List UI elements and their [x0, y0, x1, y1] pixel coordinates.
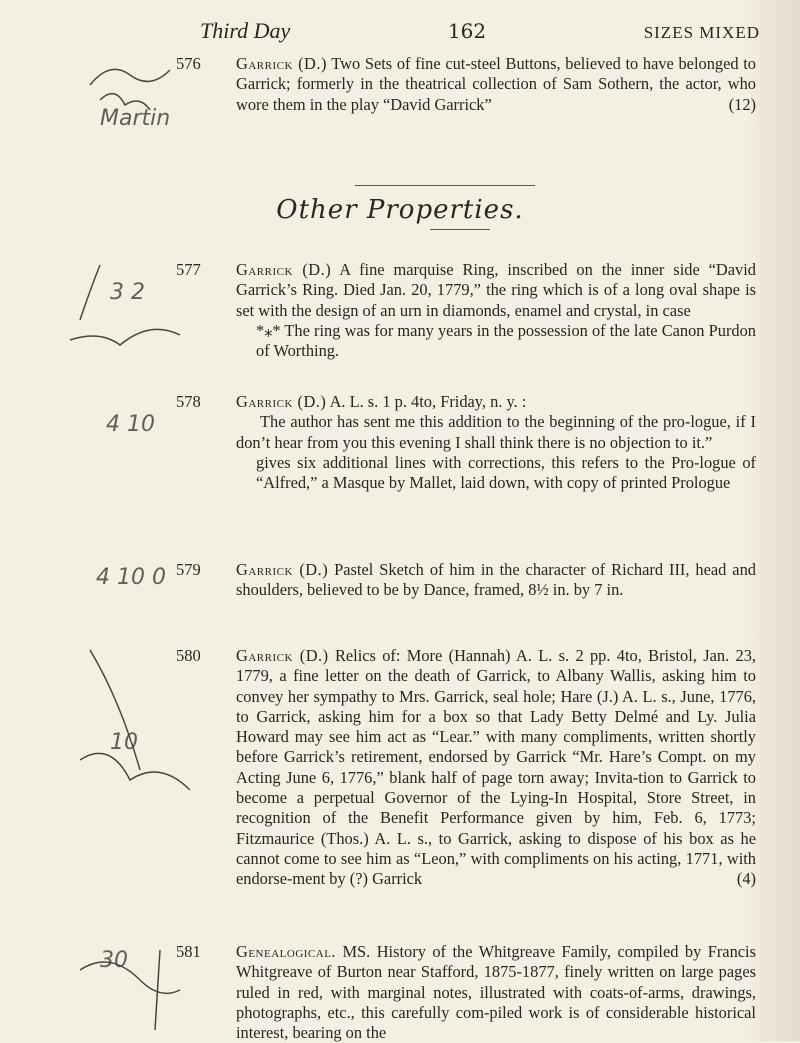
- category-label: SIZES MIXED: [643, 23, 760, 42]
- page-header: [200, 18, 760, 44]
- lot-text: A. L. s. 1 p. 4to, Friday, n. y. :: [329, 392, 527, 411]
- lot-name: Garrick (D.): [236, 54, 327, 73]
- lot-text: Two Sets of fine cut-steel Buttons, believed to have belonged to Garrick; formerly in the theatrical collection of Sam Sothern, the actor, who wore them in the play “David Garrick”: [236, 54, 756, 114]
- lot-name: Garrick (D.): [236, 560, 329, 579]
- lot-579: [176, 560, 756, 601]
- pencil-scribble-icon: [60, 260, 200, 360]
- lot-price: (12): [728, 94, 756, 114]
- margin-note-580: 10: [110, 730, 138, 755]
- lot-577: [176, 260, 756, 361]
- margin-note-581: 30: [100, 948, 128, 973]
- lot-number: 581: [176, 942, 201, 961]
- lot-number: 577: [176, 260, 201, 279]
- pencil-scribble-icon: [60, 640, 210, 800]
- margin-note-577: 3 2: [110, 280, 145, 305]
- lot-number: 580: [176, 646, 201, 665]
- lot-580: [176, 646, 756, 890]
- margin-note-579: 4 10 0: [96, 565, 166, 590]
- lot-576: [176, 54, 756, 115]
- lot-text: Pastel Sketch of him in the character of Richard III, head and shoulders, believed to be by Dance, framed, 8½ in. by 7 in.: [236, 560, 756, 600]
- lot-581: [176, 942, 756, 1043]
- lot-name: Garrick (D.): [236, 646, 329, 665]
- lot-578: [176, 392, 756, 493]
- lot-number: 576: [176, 54, 201, 73]
- pencil-scribble-icon: [60, 930, 200, 1040]
- lot-text: Relics of: More (Hannah) A. L. s. 2 pp. 4to, Bristol, Jan. 23, 1779, a fine letter on the death of Garrick, to Albany Wallis, asking him to convey her sympathy to Mrs. Garrick, seal hole; Hare (J.) A. L. s., June, 1776, to Garrick, asking him for a box so that Lady Betty Delmé and Ly. Julia Howard may see him act as “Lear.” with many compliments, written shortly before Garrick’s retirement, endorsed by Garrick “Mr. Hare’s Compt. on my Acting June 6, 1776,” blank half of page torn away; Invita-tion to Garrick to become a perpetual Governor of the Lying-In Hospital, Store Street, in recognition of the Benefit Performance given by him, Feb. 6, 1773; Fitzmaurice (Thos.) A. L. s., to Garrick, asking to dispose of his box as he cannot come to see him as “Leon,” with compliments on his acting, 1771, with endorse-ment by (?) Garrick: [236, 646, 756, 889]
- margin-note-576: Martin: [100, 106, 171, 131]
- lot-number: 579: [176, 560, 201, 579]
- lot-text: MS. History of the Whitgreave Family, compiled by Francis Whitgreave of Burton near Stafford, 1875-1877, finely written on large pages ruled in red, with marginal notes, illustrated with coats-of-arms, drawings, photographs, etc., this carefully com-piled work is of considerable historical interest, bearing on the: [236, 942, 756, 1043]
- lot-quote: The author has sent me this addition to the beginning of the pro-logue, if I don’t hear from you this evening I shall think there is no objection to it.”: [236, 412, 756, 452]
- pencil-scribble-icon: [80, 55, 200, 135]
- lot-name: Garrick (D.): [236, 260, 332, 279]
- lot-name: Garrick (D.): [236, 392, 327, 411]
- lot-price: (4): [736, 869, 756, 889]
- divider-rule-short: [430, 229, 490, 230]
- lot-note: gives six additional lines with corrections, this refers to the Pro-logue of “Alfred,” a Masque by Mallet, laid down, with copy of printed Prologue: [256, 452, 756, 493]
- section-title: Other Properties.: [276, 195, 524, 225]
- lot-text: A fine marquise Ring, inscribed on the inner side “David Garrick’s Ring. Died Jan. 20, 1779,” the ring which is of a long oval shape is set with the design of an urn in diamonds, enamel and crystal, in case: [236, 260, 756, 320]
- page-number: 162: [447, 19, 487, 43]
- day-label: Third Day: [200, 18, 291, 43]
- lot-number: 578: [176, 392, 201, 411]
- lot-note: *⁎* The ring was for many years in the possession of the late Canon Purdon of Worthing.: [256, 320, 756, 361]
- divider-rule: [355, 185, 535, 186]
- margin-note-578: 4 10: [106, 412, 155, 437]
- lot-name: Genealogical.: [236, 942, 337, 961]
